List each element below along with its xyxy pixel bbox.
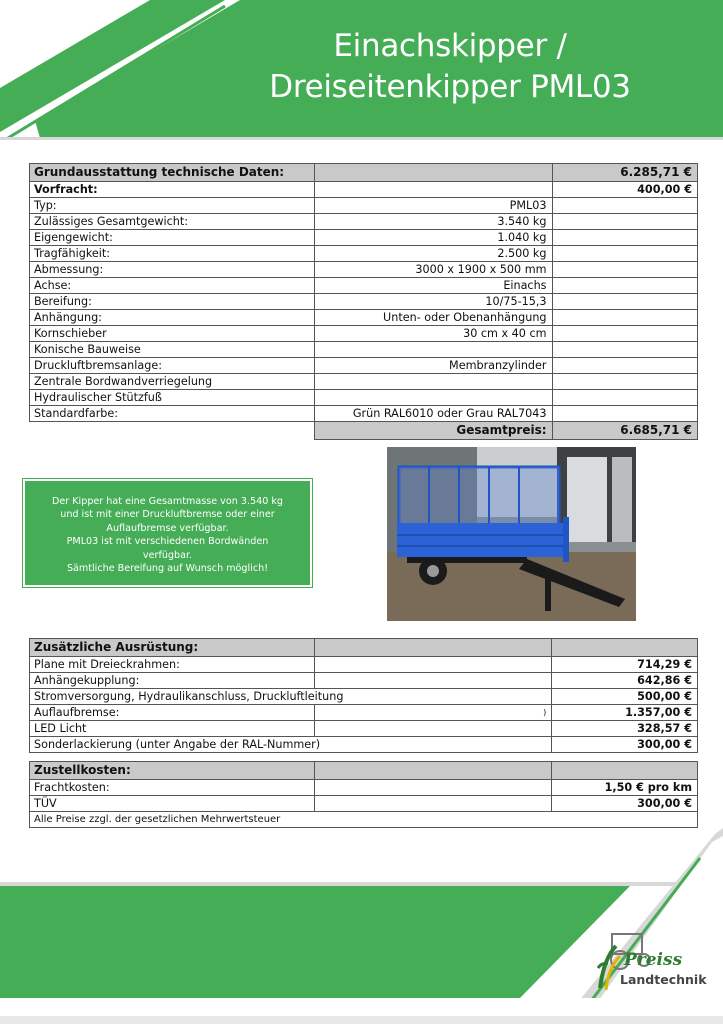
spec-value: 10/75-15,3: [314, 294, 552, 310]
zusatz-price: 642,86 €: [552, 673, 698, 689]
spec-price: [552, 246, 697, 262]
spec-price: [552, 198, 697, 214]
title-line-2: Dreiseitenkipper PML03: [269, 69, 631, 105]
logo-text-landtechnik: Landtechnik: [620, 972, 707, 987]
vorfracht-value: [314, 182, 552, 198]
zusatz-price: 714,29 €: [552, 657, 698, 673]
zusatz-price: 300,00 €: [552, 737, 698, 753]
spec-label: Druckluftbremsanlage:: [30, 358, 315, 374]
zusatz-label: Auflaufbremse:: [30, 705, 315, 721]
table-row: [30, 214, 698, 230]
note-line: Der Kipper hat eine Gesamtmasse von 3.540 kg: [51, 496, 284, 507]
zusatz-price: 500,00 €: [552, 689, 698, 705]
spec-label: Kornschieber: [30, 326, 315, 342]
zustell-label: Frachtkosten:: [30, 780, 315, 796]
table-row: [30, 737, 698, 753]
gesamtpreis-row: [30, 422, 698, 440]
table-row: [30, 689, 698, 705]
page-title: [230, 26, 670, 108]
trailer-photo: [387, 447, 636, 621]
spec-label: Achse:: [30, 278, 315, 294]
spec-label: Abmessung:: [30, 262, 315, 278]
zusatz-value: [314, 657, 551, 673]
spec-price: [552, 214, 697, 230]
spec-price: [552, 230, 697, 246]
table-row: [30, 721, 698, 737]
grundausstattung-table: [29, 163, 698, 440]
zusatz-price: 1.357,00 €: [552, 705, 698, 721]
header-label: Grundausstattung technische Daten:: [30, 164, 315, 182]
note-line: Auflaufbremse verfügbar.: [106, 522, 229, 534]
preiss-landtechnik-logo: [594, 928, 707, 998]
table-row: [30, 657, 698, 673]
table-row: [30, 230, 698, 246]
zusatz-value: [314, 673, 551, 689]
table-row: [30, 406, 698, 422]
spec-price: [552, 374, 697, 390]
table-header-row: [30, 762, 698, 780]
table-header-row: [30, 639, 698, 657]
note-line: verfügbar.: [142, 549, 193, 561]
spec-label: Eigengewicht:: [30, 230, 315, 246]
zusatz-label: Anhängekupplung:: [30, 673, 315, 689]
table-row: [30, 198, 698, 214]
table-row: [30, 390, 698, 406]
spec-value: 30 cm x 40 cm: [314, 326, 552, 342]
spec-value: Unten- oder Obenanhängung: [314, 310, 552, 326]
table-row: [30, 278, 698, 294]
zustell-table: [29, 761, 698, 828]
zustell-header-label: Zustellkosten:: [30, 762, 315, 780]
title-line-1: Einachskipper /: [333, 28, 567, 64]
zusatz-label: Sonderlackierung (unter Angabe der RAL-Nummer): [30, 737, 552, 753]
table-row: [30, 374, 698, 390]
spec-price: [552, 406, 697, 422]
gesamtpreis-value: 6.685,71 €: [552, 422, 697, 440]
spec-value: [314, 390, 552, 406]
header-value: [314, 164, 552, 182]
spec-label: Zentrale Bordwandverriegelung: [30, 374, 315, 390]
spec-value: 2.500 kg: [314, 246, 552, 262]
zustell-price: 1,50 € pro km: [552, 780, 698, 796]
zusatz-value: ): [314, 705, 551, 721]
spec-value: 3.540 kg: [314, 214, 552, 230]
spec-label: Bereifung:: [30, 294, 315, 310]
zusatz-label: Stromversorgung, Hydraulikanschluss, Druckluftleitung: [30, 689, 552, 705]
vorfracht-row: [30, 182, 698, 198]
table-row: [30, 294, 698, 310]
table-row: [30, 812, 698, 828]
spec-price: [552, 342, 697, 358]
zustell-label: TÜV: [30, 796, 315, 812]
spec-value: PML03: [314, 198, 552, 214]
table-row: [30, 342, 698, 358]
spec-price: [552, 310, 697, 326]
spec-label: Standardfarbe:: [30, 406, 315, 422]
spec-price: [552, 326, 697, 342]
spec-price: [552, 294, 697, 310]
spec-label: Hydraulischer Stützfuß: [30, 390, 315, 406]
gesamtpreis-label: Gesamtpreis:: [314, 422, 552, 440]
spec-price: [552, 262, 697, 278]
zusatz-value: [314, 721, 551, 737]
spec-value: Einachs: [314, 278, 552, 294]
zusatz-table: [29, 638, 698, 753]
zusatz-header-label: Zusätzliche Ausrüstung:: [30, 639, 315, 657]
footnote: Alle Preise zzgl. der gesetzlichen Mehrwertsteuer: [30, 812, 698, 828]
table-header-row: [30, 164, 698, 182]
table-row: [30, 326, 698, 342]
table-row: [30, 673, 698, 689]
table-row: [30, 310, 698, 326]
table-row: [30, 796, 698, 812]
base-price: 6.285,71 €: [552, 164, 697, 182]
logo-text-preiss: Preiss: [624, 950, 683, 970]
table-row: [30, 780, 698, 796]
vorfracht-label: Vorfracht:: [30, 182, 315, 198]
note-line: und ist mit einer Druckluftbremse oder einer: [60, 509, 275, 521]
zustell-value: [314, 780, 551, 796]
zusatz-label: LED Licht: [30, 721, 315, 737]
spec-value: [314, 374, 552, 390]
note-line: PML03 ist mit verschiedenen Bordwänden: [66, 536, 269, 548]
zusatz-label: Plane mit Dreieckrahmen:: [30, 657, 315, 673]
spec-label: Typ:: [30, 198, 315, 214]
table-row: [30, 358, 698, 374]
spec-label: Anhängung:: [30, 310, 315, 326]
spec-label: Zulässiges Gesamtgewicht:: [30, 214, 315, 230]
spec-value: [314, 342, 552, 358]
zusatz-price: 328,57 €: [552, 721, 698, 737]
spec-value: Membranzylinder: [314, 358, 552, 374]
spec-label: Konische Bauweise: [30, 342, 315, 358]
note-line: Sämtliche Bereifung auf Wunsch möglich!: [66, 563, 269, 575]
spec-value: 1.040 kg: [314, 230, 552, 246]
vorfracht-price: 400,00 €: [552, 182, 697, 198]
zustell-price: 300,00 €: [552, 796, 698, 812]
zustell-value: [314, 796, 551, 812]
spec-price: [552, 278, 697, 294]
spec-price: [552, 358, 697, 374]
spec-label: Tragfähigkeit:: [30, 246, 315, 262]
table-row: [30, 246, 698, 262]
table-row: [30, 262, 698, 278]
spec-price: [552, 390, 697, 406]
info-note-box: [23, 479, 312, 587]
spec-value: Grün RAL6010 oder Grau RAL7043: [314, 406, 552, 422]
table-row: [30, 705, 698, 721]
bottom-strip: [0, 1016, 723, 1024]
spec-value: 3000 x 1900 x 500 mm: [314, 262, 552, 278]
